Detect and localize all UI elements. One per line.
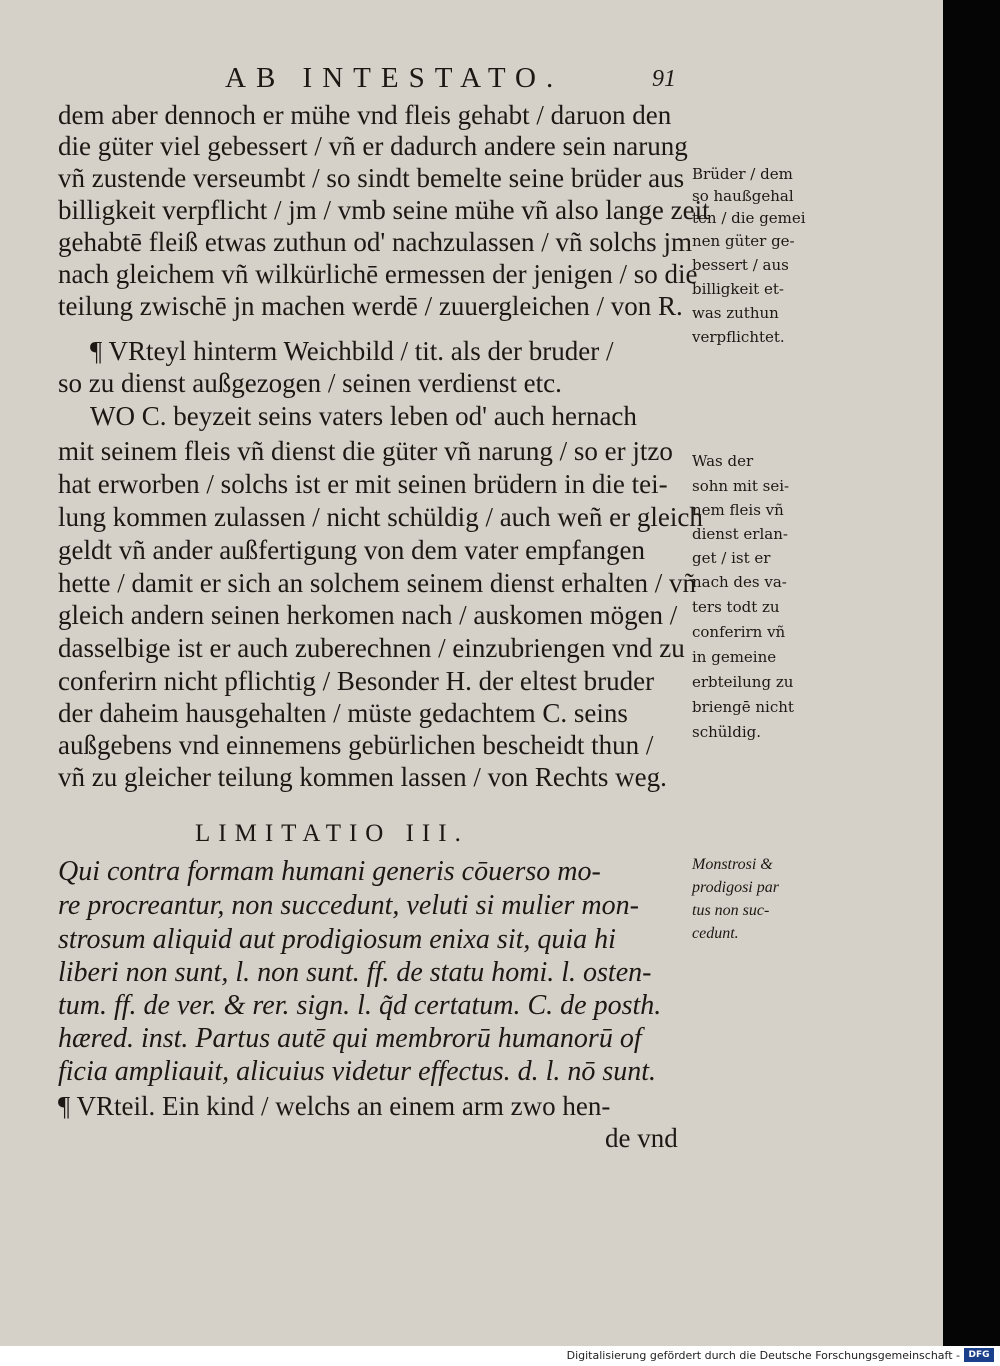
latin-line: tum. ff. de ver. & rer. sign. l. q̃d certatum. C. de posth.	[58, 990, 662, 1021]
text-line: nach gleichem vñ wilkürlichē ermessen der jenigen / so die	[58, 259, 698, 289]
text-line: vñ zustende verseumbt / so sindt bemelte seine brüder aus	[58, 163, 685, 193]
margin-note-line: nach des va-	[692, 573, 787, 591]
margin-note-line: get / ist er	[692, 549, 771, 567]
margin-note-line: erbteilung zu	[692, 673, 794, 691]
latin-line: Qui contra formam humani generis cōuerso mo-	[58, 856, 601, 887]
text-line: so zu dienst außgezogen / seinen verdienst etc.	[58, 368, 562, 398]
section-heading: LIMITATIO III.	[195, 820, 469, 847]
margin-note-line: billigkeit et-	[692, 280, 784, 298]
margin-note-line: ters todt zu	[692, 598, 780, 616]
text-line: hat erworben / solchs ist er mit seinen brüdern in die tei-	[58, 469, 668, 499]
scan-border	[943, 0, 1000, 1346]
margin-note-line: sohn mit sei-	[692, 477, 790, 495]
latin-line: liberi non sunt, l. non sunt. ff. de statu homi. l. osten-	[58, 957, 652, 988]
text-line: dem aber dennoch er mühe vnd fleis gehabt / daruon den	[58, 100, 672, 130]
text-line: der daheim hausgehalten / müste gedachtem C. seins	[58, 698, 628, 728]
margin-note-line: so haußgehal	[692, 187, 794, 205]
margin-note-line: Monstrosi &	[692, 856, 773, 873]
text-line: teilung zwischē jn machen werdē / zuuergleichen / von R.	[58, 291, 683, 321]
latin-line: strosum aliquid aut prodigiosum enixa sit, quia hi	[58, 924, 616, 955]
footer-credit: Digitalisierung gefördert durch die Deutsche Forschungsgemeinschaft -	[566, 1349, 960, 1362]
text-line: vñ zu gleicher teilung kommen lassen / von Rechts weg.	[58, 762, 667, 792]
text-line: billigkeit verpflicht / jm / vmb seine mühe vñ also lange zeit	[58, 195, 710, 225]
latin-line: hæred. inst. Partus autē qui membrorū humanorū of	[58, 1023, 642, 1054]
dfg-logo: DFG	[964, 1348, 994, 1362]
catchword: de vnd	[605, 1123, 678, 1153]
running-head: AB INTESTATO.	[225, 62, 564, 94]
margin-note-line: nen güter ge-	[692, 232, 795, 250]
margin-note-line: conferirn vñ	[692, 623, 786, 641]
margin-note-line: bessert / aus	[692, 256, 789, 274]
margin-note-line: prodigosi par	[692, 879, 779, 896]
margin-note-line: verpflichtet.	[692, 328, 785, 346]
margin-note-line: schüldig.	[692, 723, 761, 741]
latin-line: re procreantur, non succedunt, veluti si mulier mon-	[58, 890, 639, 921]
margin-note-line: nem fleis vñ	[692, 501, 784, 519]
text-line: ¶ VRteil. Ein kind / welchs an einem arm zwo hen-	[58, 1091, 611, 1121]
text-line: hette / damit er sich an solchem seinem dienst erhalten / vñ	[58, 568, 697, 598]
text-line: außgebens vnd einnemens gebürlichen bescheidt thun /	[58, 730, 654, 760]
margin-note-line: Brüder / dem	[692, 165, 793, 183]
text-line: gleich andern seinen herkomen nach / auskomen mögen /	[58, 600, 678, 630]
text-line: die güter viel gebessert / vñ er dadurch andere sein narung	[58, 131, 688, 161]
text-line: conferirn nicht pflichtig / Besonder H. der eltest bruder	[58, 666, 655, 696]
margin-note-line: cedunt.	[692, 925, 739, 942]
text-line: dasselbige ist er auch zuberechnen / einzubriengen vnd zu	[58, 633, 685, 663]
margin-note-line: Was der	[692, 452, 754, 470]
latin-line: ficia ampliauit, alicuius videtur effectus. d. l. nō sunt.	[58, 1056, 657, 1087]
text-line: WO C. beyzeit seins vaters leben od' auch hernach	[90, 401, 637, 431]
text-line: geldt vñ ander außfertigung von dem vater empfangen	[58, 535, 646, 565]
folio-number: 91	[652, 66, 676, 92]
margin-note-line: briengē nicht	[692, 698, 794, 716]
margin-note-line: ten / die gemei	[692, 209, 806, 227]
text-line: mit seinem fleis vñ dienst die güter vñ narung / so er jtzo	[58, 436, 673, 466]
text-line: lung kommen zulassen / nicht schüldig / auch weñ er gleich	[58, 502, 703, 532]
margin-note-line: in gemeine	[692, 648, 777, 666]
margin-note-line: tus non suc-	[692, 902, 770, 919]
margin-note-line: was zuthun	[692, 304, 779, 322]
text-line: gehabtē fleiß etwas zuthun od' nachzulassen / vñ solchs jm	[58, 227, 692, 257]
margin-note-line: dienst erlan-	[692, 525, 788, 543]
text-line: ¶ VRteyl hinterm Weichbild / tit. als der bruder /	[90, 336, 614, 366]
